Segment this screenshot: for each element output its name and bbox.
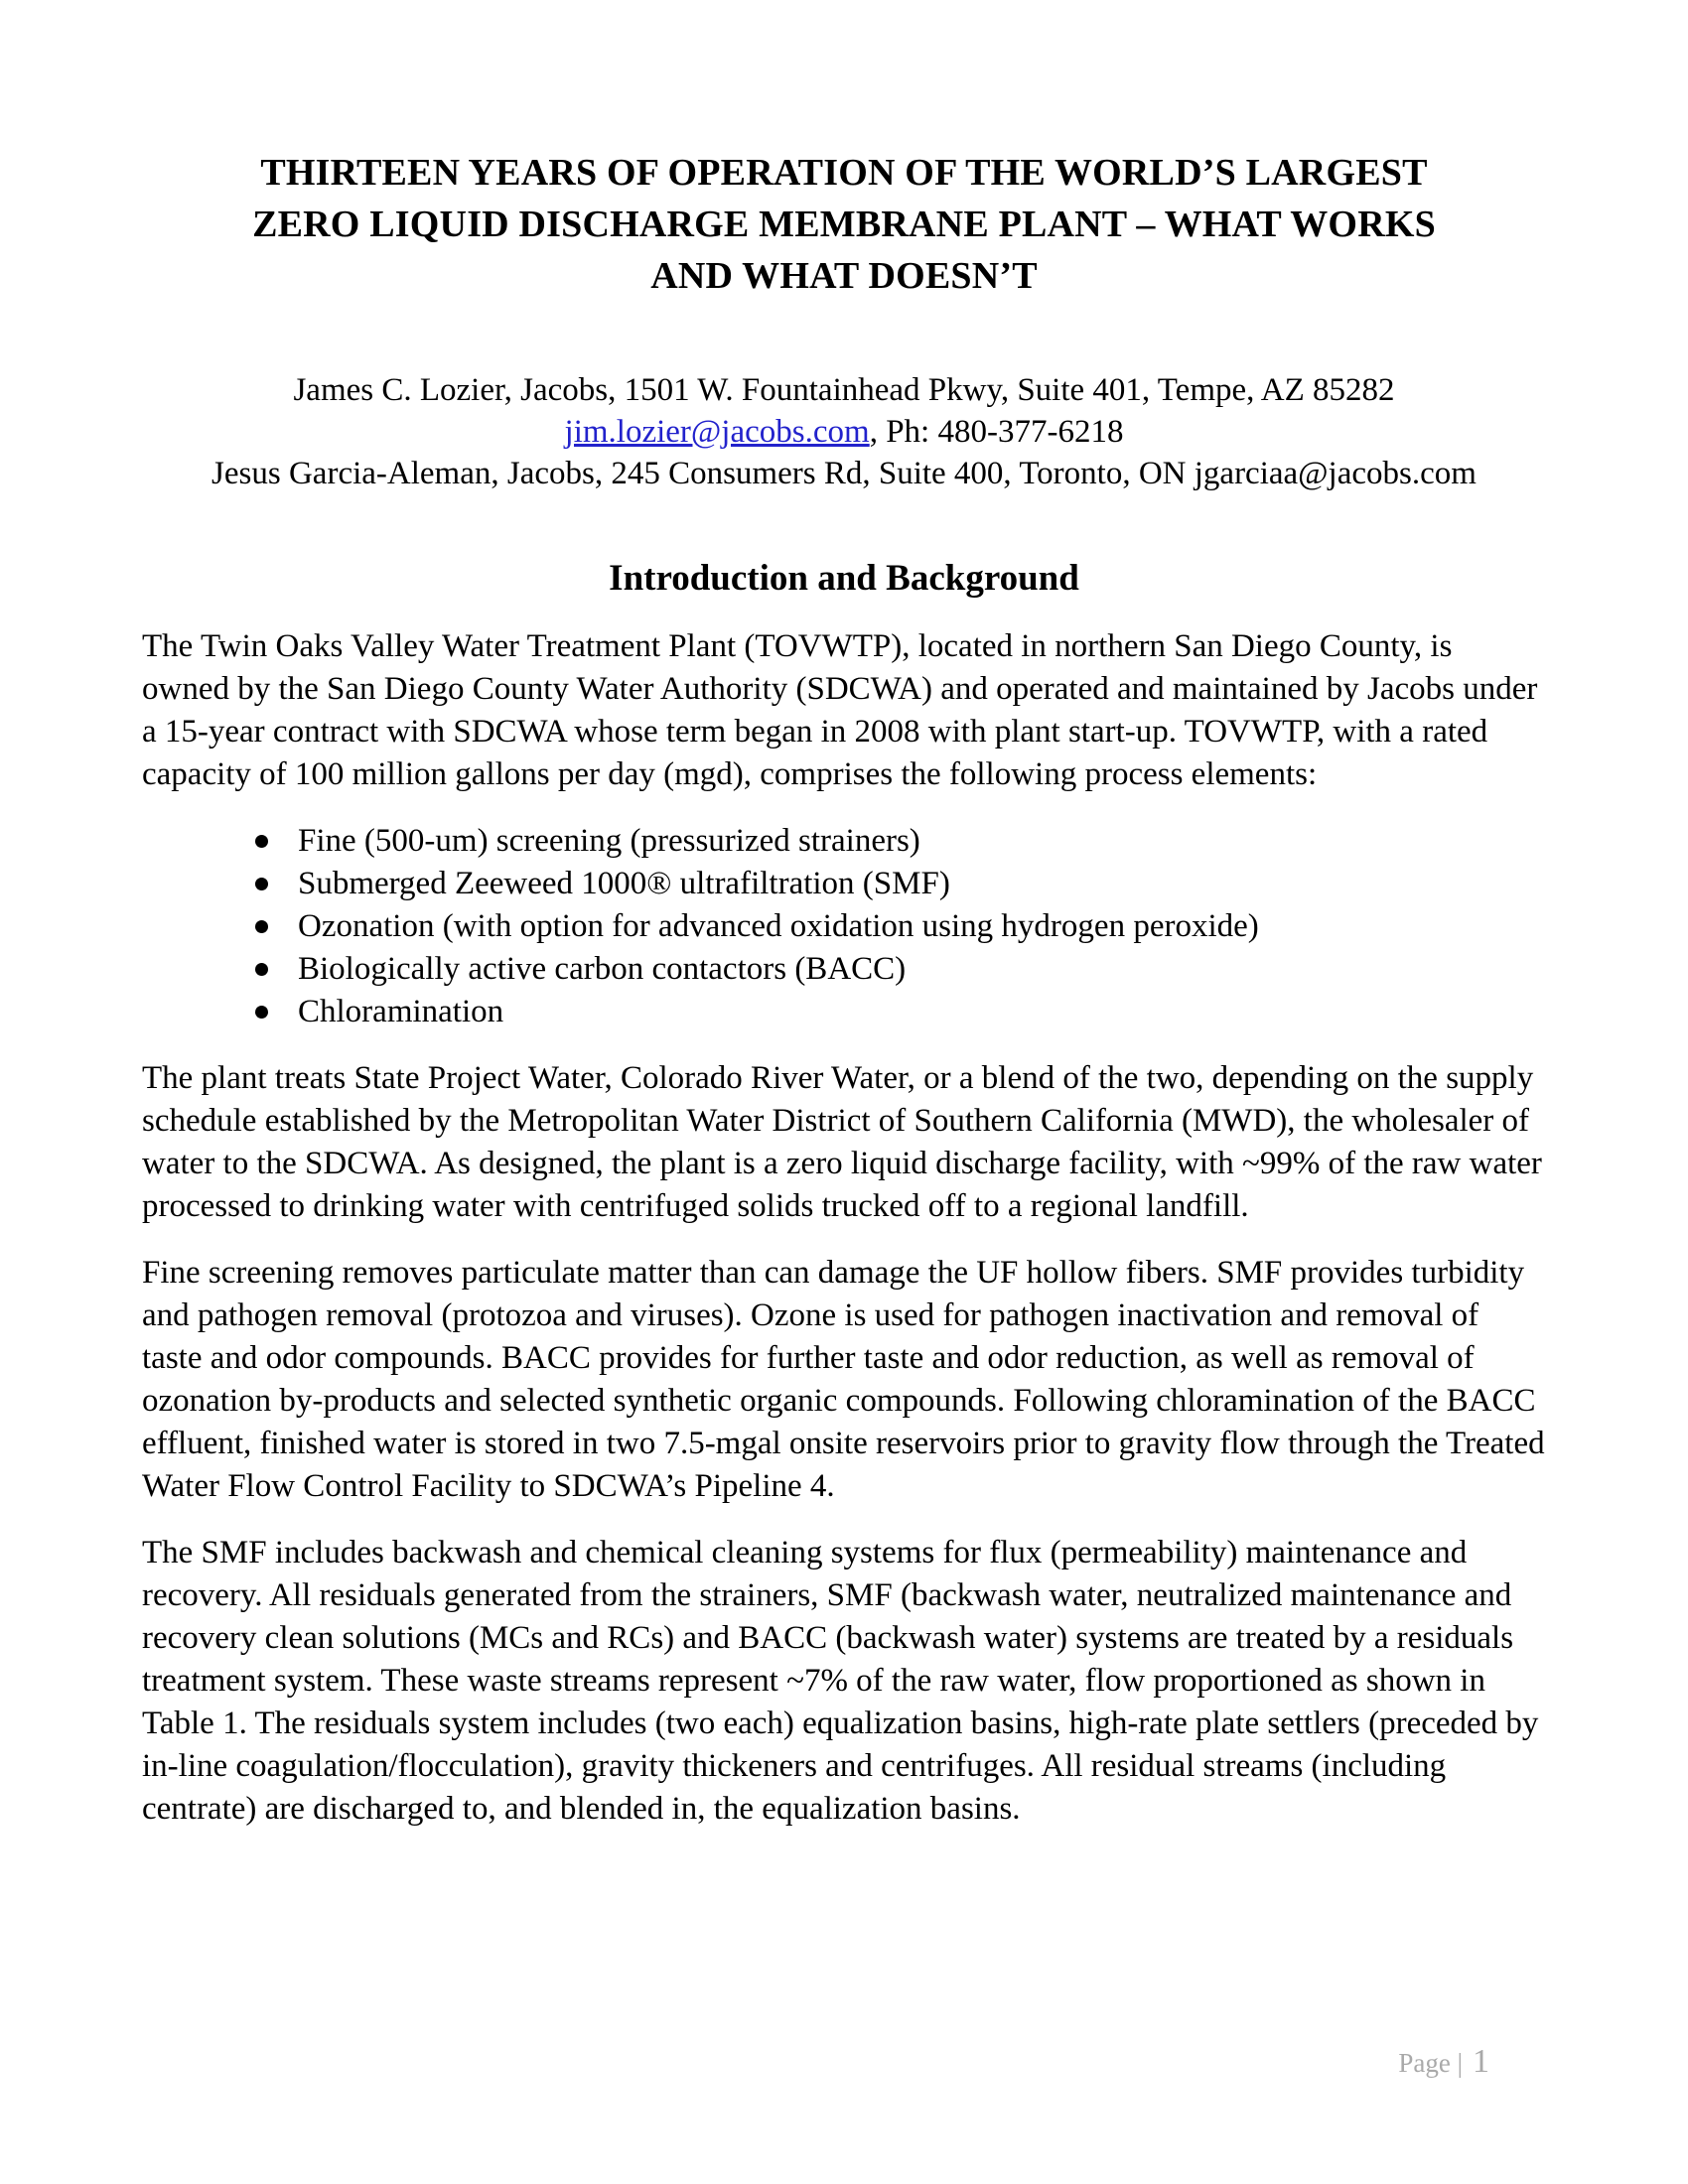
- footer-label: Page |: [1398, 2048, 1463, 2078]
- paragraph-smf-residuals: The SMF includes backwash and chemical cleaning systems for flux (permeability) maintenance and recovery. All residuals generated from the strainers, SMF (backwash water, neutralized maintenance and recovery clean solutions (MCs and RCs) and BACC (backwash water) systems are treated by a residuals treatment system. These waste streams represent ~7% of the raw water, flow proportioned as shown in Table 1. The residuals system includes (two each) equalization basins, high-rate plate settlers (preceded by in-line coagulation/flocculation), gravity thickeners and centrifuges. All residual streams (including centrate) are discharged to, and blended in, the equalization basins.: [142, 1535, 1539, 1827]
- page-footer: [1398, 2045, 1489, 2080]
- list-item-chloramination: Chloramination: [142, 991, 1546, 1033]
- author-line-3: Jesus Garcia-Aleman, Jacobs, 245 Consumers Rd, Suite 400, Toronto, ON jgarciaa@jacobs.com: [211, 456, 1477, 491]
- author-phone-text: , Ph: 480-377-6218: [869, 414, 1124, 450]
- author-line-1: James C. Lozier, Jacobs, 1501 W. Fountainhead Pkwy, Suite 401, Tempe, AZ 85282: [293, 372, 1395, 408]
- paper-title-line-3: AND WHAT DOESN’T: [650, 255, 1038, 297]
- paragraph-treatment-steps: Fine screening removes particulate matter than can damage the UF hollow fibers. SMF provides turbidity and pathogen removal (protozoa and viruses). Ozone is used for pathogen inactivation and removal of taste and odor compounds. BACC provides for further taste and odor reduction, as well as removal of ozonation by-products and selected synthetic organic compounds. Following chloramination of the BACC effluent, finished water is stored in two 7.5-mgal onsite reservoirs prior to gravity flow through the Treated Water Flow Control Facility to SDCWA’s Pipeline 4.: [142, 1255, 1545, 1504]
- section-heading: Introduction and Background: [609, 558, 1079, 599]
- list-item-fine-screening: Fine (500-um) screening (pressurized strainers): [142, 820, 1546, 863]
- list-item-ultrafiltration: Submerged Zeeweed 1000® ultrafiltration (SMF): [142, 863, 1546, 905]
- list-item-bacc: Biologically active carbon contactors (BACC): [142, 948, 1546, 991]
- list-item-ozonation: Ozonation (with option for advanced oxidation using hydrogen peroxide): [142, 905, 1546, 948]
- paragraph-water-sources: The plant treats State Project Water, Colorado River Water, or a blend of the two, depending on the supply schedule established by the Metropolitan Water District of Southern California (MWD), the wholesaler of water to the SDCWA. As designed, the plant is a zero liquid discharge facility, with ~99% of the raw water processed to drinking water with centrifuged solids trucked off to a regional landfill.: [142, 1060, 1542, 1224]
- author-block: [142, 369, 1546, 494]
- paper-title-line-2: ZERO LIQUID DISCHARGE MEMBRANE PLANT – WHAT WORKS: [252, 204, 1436, 245]
- paper-title-line-1: THIRTEEN YEARS OF OPERATION OF THE WORLD’S LARGEST: [260, 152, 1428, 194]
- paragraph-plant-overview: The Twin Oaks Valley Water Treatment Plant (TOVWTP), located in northern San Diego County, is owned by the San Diego County Water Authority (SDCWA) and operated and maintained by Jacobs under a 15-year contract with SDCWA whose term began in 2008 with plant start-up. TOVWTP, with a rated capacity of 100 million gallons per day (mgd), comprises the following process elements:: [142, 628, 1538, 792]
- process-elements-list: [142, 820, 1546, 1033]
- page-number: 1: [1473, 2043, 1489, 2080]
- author-line-2: [142, 411, 1546, 453]
- body-text: [142, 625, 1546, 1831]
- author-email-link[interactable]: jim.lozier@jacobs.com: [564, 414, 870, 450]
- paper-title: [142, 147, 1546, 302]
